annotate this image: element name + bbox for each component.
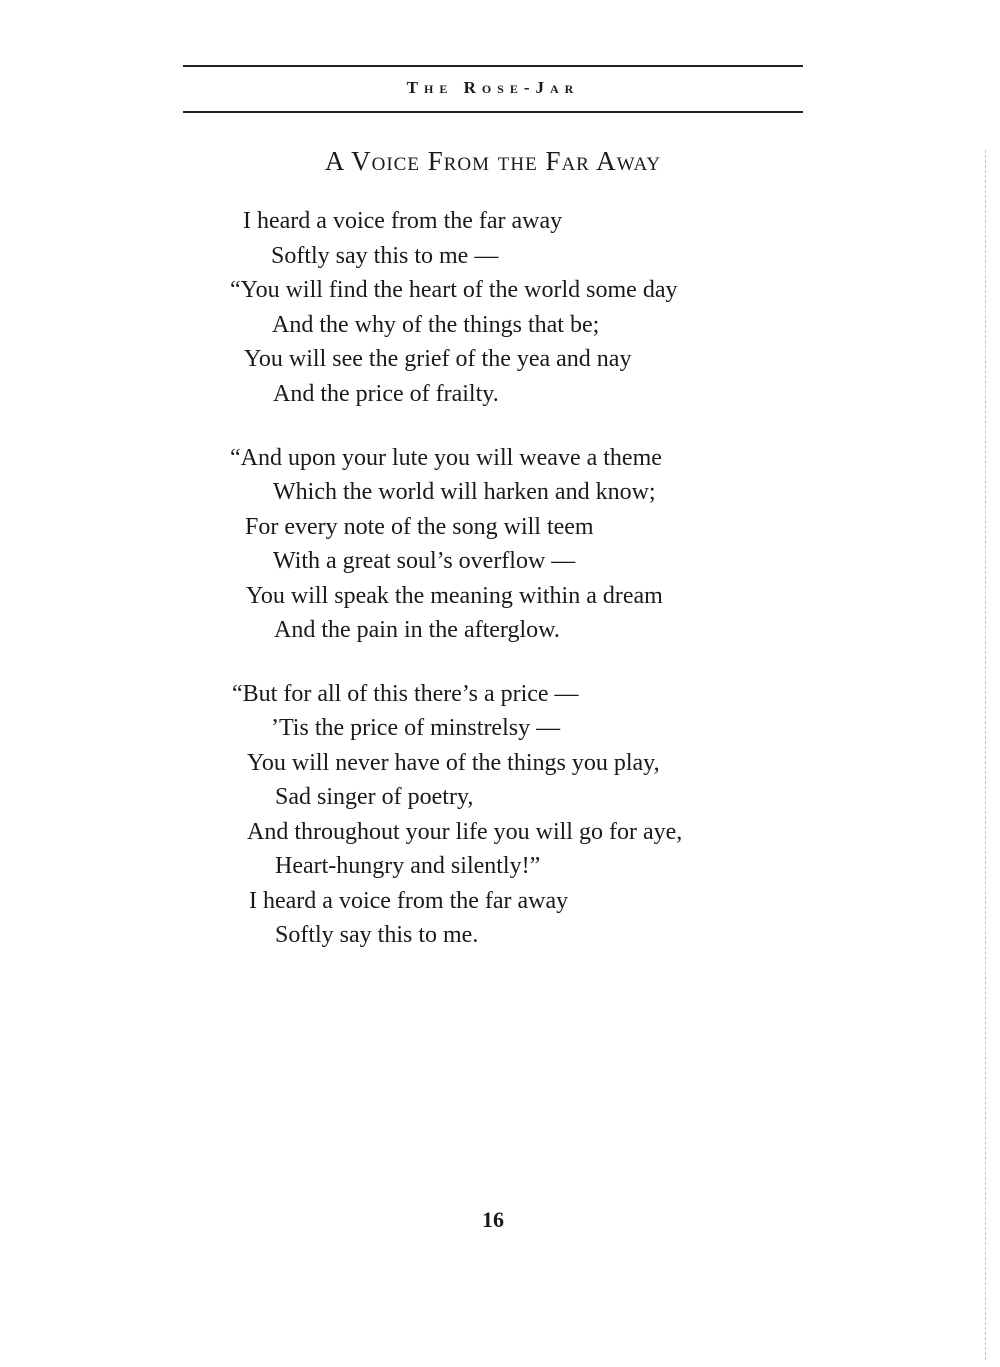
poem-line: With a great soul’s overflow — (273, 548, 576, 574)
poem-line: Sad singer of poetry, (275, 784, 474, 810)
poem-line: Heart-hungry and silently!” (275, 853, 541, 879)
poem-line: Which the world will harken and know; (273, 479, 656, 505)
page-number: 16 (482, 1207, 504, 1232)
page-edge-shadow (985, 150, 986, 1360)
poem-line: I heard a voice from the far away (249, 888, 569, 914)
poem-line: Softly say this to me — (271, 243, 499, 269)
header-top-rule (183, 65, 803, 67)
header-bottom-rule (183, 111, 803, 113)
poem-line: I heard a voice from the far away (243, 208, 563, 234)
poem-line: “You will find the heart of the world some day (230, 277, 678, 303)
poem-line: And the price of frailty. (273, 381, 499, 407)
poem-line: And the why of the things that be; (272, 312, 600, 338)
poem-line: “And upon your lute you will weave a theme (230, 445, 662, 471)
poem-line: “But for all of this there’s a price — (232, 681, 579, 707)
poem-line: And the pain in the afterglow. (274, 617, 560, 643)
poem-line: For every note of the song will teem (245, 514, 594, 540)
poem-line: ’Tis the price of minstrelsy — (271, 715, 561, 741)
running-head: The Rose-Jar (406, 78, 580, 97)
poem-title: A Voice From the Far Away (324, 146, 662, 176)
poem-line: Softly say this to me. (275, 922, 479, 948)
poem-line: You will see the grief of the yea and nay (244, 346, 632, 372)
poem-line: You will speak the meaning within a dream (246, 583, 663, 609)
poem-line: You will never have of the things you play, (247, 750, 660, 776)
poem-line: And throughout your life you will go for aye, (247, 819, 683, 845)
